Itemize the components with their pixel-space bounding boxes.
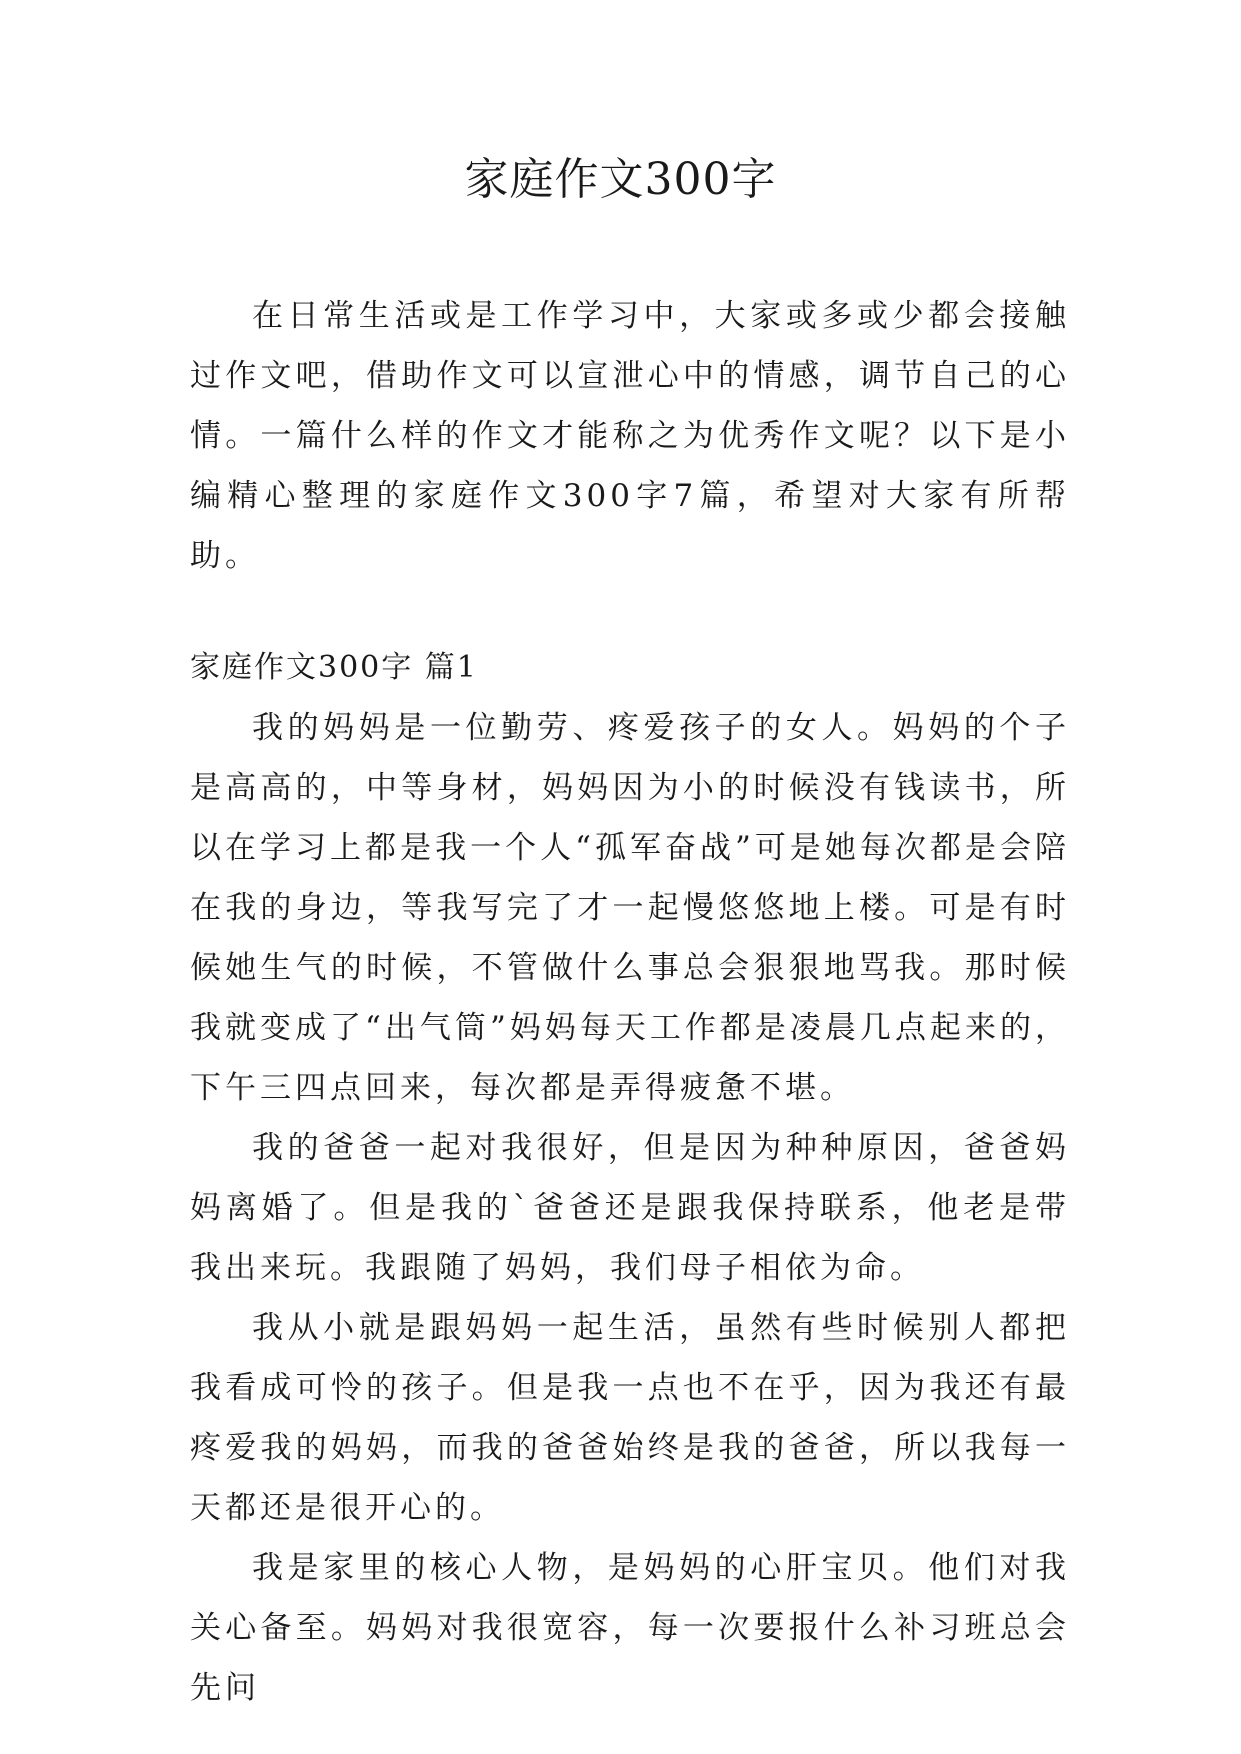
body-paragraph: 我的妈妈是一位勤劳、疼爱孩子的女人。妈妈的个子是高高的，中等身材，妈妈因为小的时候没有钱读书，所以在学习上都是我一个人“孤军奋战”可是她每次都是会陪在我的身边，等我写完了才一起慢悠悠地上楼。可是有时候她生气的时候，不管做什么事总会狠狠地骂我。那时候我就变成了“出气筒”妈妈每天工作都是凌晨几点起来的，下午三四点回来，每次都是弄得疲惫不堪。: [190, 710, 1070, 1106]
body-paragraph: 我从小就是跟妈妈一起生活，虽然有些时候别人都把我看成可怜的孩子。但是我一点也不在乎，因为我还有最疼爱我的妈妈，而我的爸爸始终是我的爸爸，所以我每一天都还是很开心的。: [190, 1310, 1070, 1526]
body-paragraph: 我的爸爸一起对我很好，但是因为种种原因，爸爸妈妈离婚了。但是我的`爸爸还是跟我保持联系，他老是带我出来玩。我跟随了妈妈，我们母子相依为命。: [190, 1130, 1070, 1286]
section-heading: 家庭作文300字 篇1: [190, 650, 478, 685]
document-body: [190, 286, 1070, 1718]
body-paragraph: 我是家里的核心人物，是妈妈的心肝宝贝。他们对我关心备至。妈妈对我很宽容，每一次要报什么补习班总会先问: [190, 1550, 1070, 1706]
intro-paragraph: 在日常生活或是工作学习中，大家或多或少都会接触过作文吧，借助作文可以宣泄心中的情感，调节自己的心情。一篇什么样的作文才能称之为优秀作文呢？以下是小编精心整理的家庭作文300字7篇，希望对大家有所帮助。: [190, 298, 1070, 574]
document-title: 家庭作文300字: [464, 154, 777, 205]
